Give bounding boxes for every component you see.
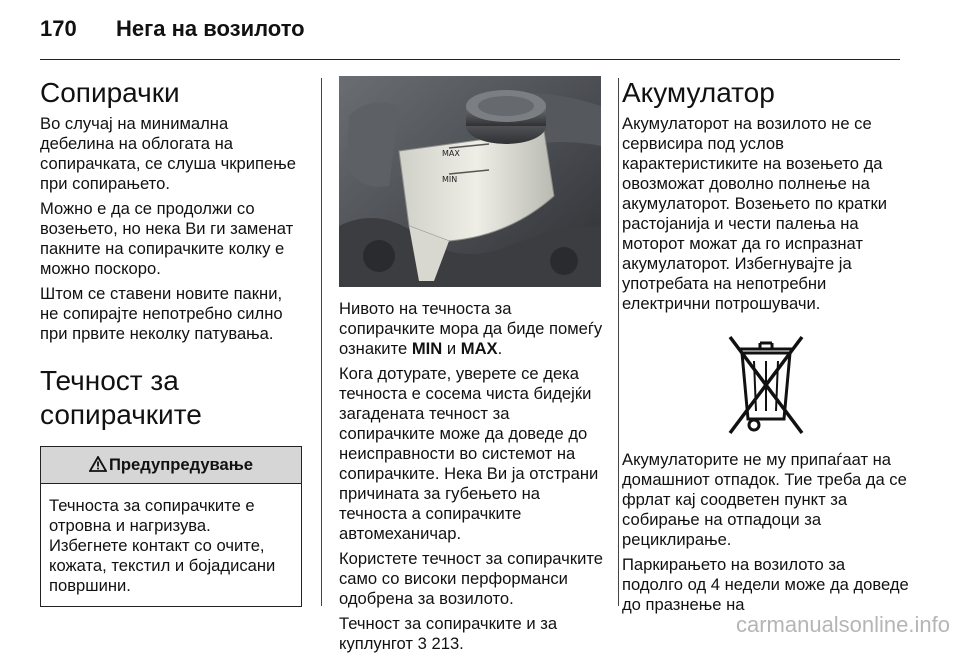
cross-reference-page: 213.	[426, 634, 464, 653]
topup-paragraph: Кога дотурате, уверете се дека течноста е сосема чиста бидејќи загадената течност за сопирачките може да доведе до неисправности во системот на сопирачките. Нека Ви ја отстрани причината за губењето на течноста а сопирачките автомеханичар.	[339, 364, 599, 543]
reservoir-caption	[339, 299, 604, 359]
caption-and: и	[442, 339, 461, 358]
column-divider-left	[321, 78, 322, 606]
caption-min-label: MIN	[411, 339, 443, 358]
brakes-paragraph-1: Во случај на минимална дебелина на облогата на сопирачката, се слуша чкрипење при сопирањето.	[40, 114, 296, 193]
page-number: 170	[40, 16, 77, 41]
brake-fluid-heading: Течност за сопирачките	[40, 365, 202, 430]
column-battery	[622, 76, 910, 620]
battery-paragraph-1: Акумулаторот на возилото не се сервисира под услов карактеристиките на возењето да овозможат доволно полнење на акумулаторот. Возењето по кратки растојанија и чести палења на моторот можат да го испразнат акумулаторот. Избегнувајте ја употребата на непотребни електрични потрошувачи.	[622, 114, 888, 313]
fluid-quality-paragraph: Користете течност за сопирачките само со високи перформанси одобрена за возилото.	[339, 549, 603, 608]
page-title: Нега на возилото	[116, 16, 305, 41]
reservoir-min-mark: MIN	[442, 175, 458, 184]
column-brake-fluid	[339, 76, 604, 659]
header-rule	[40, 59, 900, 60]
brake-fluid-reservoir-photo	[339, 76, 601, 287]
column-brakes	[40, 76, 305, 607]
page-reference-arrow-icon: 3	[417, 634, 427, 653]
watermark: carmanualsonline.info	[735, 612, 950, 637]
battery-paragraph-3: Паркирањето на возилото за подолго од 4 недели може да доведе до празнење на	[622, 555, 909, 614]
warning-title: Предупредување	[108, 455, 254, 474]
warning-text: Течноста за сопирачките е отровна и нагризува. Избегнете контакт со очите, кожата, текстил и бојадисани површини.	[49, 496, 276, 595]
page-header	[40, 16, 305, 42]
column-divider-right	[618, 78, 619, 606]
brakes-paragraph-3: Штом се ставени новите пакни, не сопирајте непотребно силно при првите неколку патувања.	[40, 284, 283, 343]
battery-heading: Акумулатор	[622, 77, 775, 108]
brakes-paragraph-2: Можно е да се продолжи со возењето, но нека Ви ги заменат пакните на сопирачките колку е можно поскоро.	[40, 199, 294, 278]
reservoir-max-mark: MAX	[442, 149, 460, 158]
caption-text: Нивото на течноста за сопирачките мора да биде помеѓу ознаките	[339, 299, 603, 358]
battery-paragraph-2: Акумулаторите не му припаѓаат на домашниот отпадок. Тие треба да се фрлат кај соодветен пункт за собирање на отпадоци за рециклирање.	[622, 450, 907, 549]
warning-triangle-icon	[89, 449, 107, 485]
warning-header	[41, 447, 301, 484]
caption-max-label: MAX	[460, 339, 498, 358]
cross-reference	[339, 614, 604, 654]
crossed-out-wheelie-bin-icon	[622, 328, 910, 440]
brakes-heading: Сопирачки	[40, 77, 180, 108]
caption-period: .	[497, 339, 503, 358]
cross-reference-text: Течност за сопирачките и за куплунгот	[339, 614, 558, 653]
warning-box	[40, 446, 302, 607]
